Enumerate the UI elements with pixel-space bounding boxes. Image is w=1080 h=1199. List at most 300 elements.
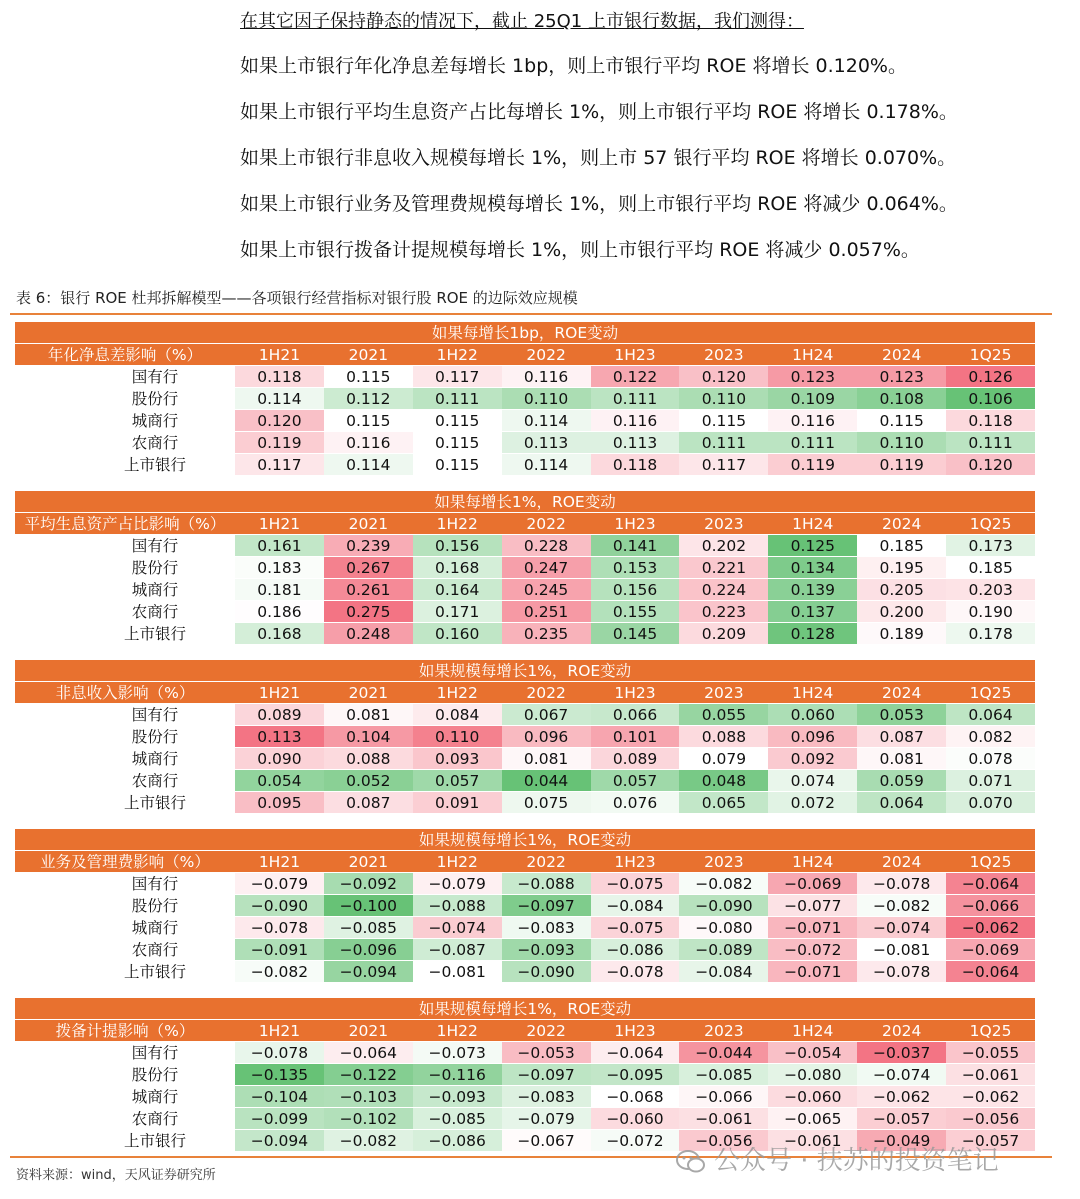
table-title: 如果每增长1%，ROE变动 bbox=[15, 491, 1035, 513]
value-cell: 0.106 bbox=[946, 388, 1035, 410]
value-cell: 0.074 bbox=[768, 770, 857, 792]
period-header: 2024 bbox=[857, 513, 946, 535]
period-header: 2023 bbox=[679, 344, 768, 366]
value-cell: 0.115 bbox=[413, 454, 502, 476]
value-cell: −0.085 bbox=[324, 917, 413, 939]
table-row bbox=[15, 895, 1035, 917]
metric-label: 非息收入影响（%） bbox=[15, 682, 235, 704]
value-cell: 0.161 bbox=[235, 535, 324, 557]
value-cell: 0.224 bbox=[679, 579, 768, 601]
value-cell: 0.115 bbox=[324, 366, 413, 388]
period-header: 1Q25 bbox=[946, 1020, 1035, 1042]
value-cell: 0.118 bbox=[235, 366, 324, 388]
value-cell: 0.096 bbox=[768, 726, 857, 748]
table-row bbox=[15, 535, 1035, 557]
sensitivity-table bbox=[15, 322, 1035, 476]
table-row bbox=[15, 939, 1035, 961]
value-cell: −0.072 bbox=[768, 939, 857, 961]
value-cell: 0.088 bbox=[324, 748, 413, 770]
table-row bbox=[15, 726, 1035, 748]
period-header: 2022 bbox=[502, 1020, 591, 1042]
period-header: 1Q25 bbox=[946, 682, 1035, 704]
value-cell: −0.064 bbox=[946, 961, 1035, 983]
value-cell: 0.117 bbox=[413, 366, 502, 388]
value-cell: −0.079 bbox=[235, 873, 324, 895]
bank-type-label: 国有行 bbox=[15, 873, 235, 895]
period-header: 2021 bbox=[324, 1020, 413, 1042]
period-header: 1H23 bbox=[591, 851, 680, 873]
bank-type-label: 农商行 bbox=[15, 432, 235, 454]
value-cell: 0.082 bbox=[946, 726, 1035, 748]
value-cell: 0.109 bbox=[768, 388, 857, 410]
sensitivity-table bbox=[15, 998, 1035, 1152]
value-cell: 0.114 bbox=[324, 454, 413, 476]
table-row bbox=[15, 410, 1035, 432]
value-cell: −0.093 bbox=[502, 939, 591, 961]
period-header: 1H24 bbox=[768, 682, 857, 704]
value-cell: 0.114 bbox=[502, 454, 591, 476]
value-cell: −0.069 bbox=[946, 939, 1035, 961]
period-header: 1H24 bbox=[768, 513, 857, 535]
value-cell: −0.088 bbox=[413, 895, 502, 917]
value-cell: 0.119 bbox=[768, 454, 857, 476]
watermark-text: 公众号 · 扶苏的投资笔记 bbox=[714, 1146, 999, 1176]
period-header: 1H23 bbox=[591, 344, 680, 366]
value-cell: 0.239 bbox=[324, 535, 413, 557]
value-cell: −0.092 bbox=[324, 873, 413, 895]
value-cell: 0.116 bbox=[324, 432, 413, 454]
value-cell: 0.052 bbox=[324, 770, 413, 792]
period-header: 2022 bbox=[502, 344, 591, 366]
bank-type-label: 国有行 bbox=[15, 366, 235, 388]
value-cell: −0.097 bbox=[502, 895, 591, 917]
value-cell: 0.111 bbox=[413, 388, 502, 410]
value-cell: 0.104 bbox=[324, 726, 413, 748]
bank-type-label: 股份行 bbox=[15, 1064, 235, 1086]
metric-label: 平均生息资产占比影响（%） bbox=[15, 513, 235, 535]
bank-type-label: 农商行 bbox=[15, 939, 235, 961]
table-row bbox=[15, 748, 1035, 770]
table-header-row bbox=[15, 344, 1035, 366]
table-row bbox=[15, 873, 1035, 895]
bank-type-label: 上市银行 bbox=[15, 454, 235, 476]
value-cell: 0.200 bbox=[857, 601, 946, 623]
bank-type-label: 上市银行 bbox=[15, 1130, 235, 1152]
caption-rule bbox=[10, 313, 1052, 315]
value-cell: 0.126 bbox=[946, 366, 1035, 388]
value-cell: 0.275 bbox=[324, 601, 413, 623]
value-cell: 0.125 bbox=[768, 535, 857, 557]
value-cell: −0.095 bbox=[591, 1064, 680, 1086]
value-cell: 0.134 bbox=[768, 557, 857, 579]
value-cell: −0.093 bbox=[413, 1086, 502, 1108]
value-cell: 0.112 bbox=[324, 388, 413, 410]
period-header: 2022 bbox=[502, 513, 591, 535]
value-cell: 0.156 bbox=[591, 579, 680, 601]
period-header: 1H21 bbox=[235, 1020, 324, 1042]
period-header: 1H22 bbox=[413, 851, 502, 873]
value-cell: −0.083 bbox=[502, 917, 591, 939]
value-cell: −0.060 bbox=[768, 1086, 857, 1108]
value-cell: −0.066 bbox=[946, 895, 1035, 917]
intro-statement: 如果上市银行业务及管理费规模每增长 1%，则上市银行平均 ROE 将减少 0.064%。 bbox=[240, 193, 958, 215]
value-cell: −0.077 bbox=[768, 895, 857, 917]
value-cell: −0.064 bbox=[946, 873, 1035, 895]
period-header: 1H22 bbox=[413, 682, 502, 704]
value-cell: −0.085 bbox=[679, 1064, 768, 1086]
bank-type-label: 股份行 bbox=[15, 726, 235, 748]
value-cell: −0.099 bbox=[235, 1108, 324, 1130]
value-cell: −0.066 bbox=[679, 1086, 768, 1108]
bank-type-label: 城商行 bbox=[15, 1086, 235, 1108]
value-cell: −0.090 bbox=[235, 895, 324, 917]
period-header: 2022 bbox=[502, 851, 591, 873]
value-cell: 0.087 bbox=[857, 726, 946, 748]
value-cell: −0.074 bbox=[413, 917, 502, 939]
period-header: 1H23 bbox=[591, 513, 680, 535]
period-header: 2024 bbox=[857, 682, 946, 704]
value-cell: 0.245 bbox=[502, 579, 591, 601]
period-header: 2023 bbox=[679, 1020, 768, 1042]
value-cell: 0.116 bbox=[502, 366, 591, 388]
value-cell: −0.080 bbox=[768, 1064, 857, 1086]
period-header: 2021 bbox=[324, 682, 413, 704]
value-cell: −0.057 bbox=[946, 1130, 1035, 1152]
value-cell: 0.076 bbox=[591, 792, 680, 814]
value-cell: 0.189 bbox=[857, 623, 946, 645]
period-header: 1H24 bbox=[768, 344, 857, 366]
value-cell: 0.118 bbox=[591, 454, 680, 476]
value-cell: −0.061 bbox=[679, 1108, 768, 1130]
value-cell: −0.071 bbox=[768, 917, 857, 939]
sensitivity-table bbox=[15, 660, 1035, 814]
period-header: 2021 bbox=[324, 851, 413, 873]
table-row bbox=[15, 1064, 1035, 1086]
value-cell: −0.081 bbox=[857, 939, 946, 961]
value-cell: −0.055 bbox=[946, 1042, 1035, 1064]
value-cell: −0.086 bbox=[591, 939, 680, 961]
table-row bbox=[15, 1108, 1035, 1130]
period-header: 2024 bbox=[857, 344, 946, 366]
value-cell: 0.117 bbox=[235, 454, 324, 476]
value-cell: 0.090 bbox=[235, 748, 324, 770]
bank-type-label: 城商行 bbox=[15, 579, 235, 601]
value-cell: −0.122 bbox=[324, 1064, 413, 1086]
value-cell: 0.089 bbox=[591, 748, 680, 770]
value-cell: −0.091 bbox=[235, 939, 324, 961]
bank-type-label: 股份行 bbox=[15, 388, 235, 410]
value-cell: 0.155 bbox=[591, 601, 680, 623]
intro-statement: 如果上市银行非息收入规模每增长 1%，则上市 57 银行平均 ROE 将增长 0.070%。 bbox=[240, 147, 957, 169]
value-cell: 0.223 bbox=[679, 601, 768, 623]
value-cell: 0.248 bbox=[324, 623, 413, 645]
table-row bbox=[15, 366, 1035, 388]
bank-type-label: 国有行 bbox=[15, 535, 235, 557]
value-cell: −0.078 bbox=[591, 961, 680, 983]
value-cell: −0.078 bbox=[857, 873, 946, 895]
value-cell: 0.111 bbox=[591, 388, 680, 410]
value-cell: 0.091 bbox=[413, 792, 502, 814]
value-cell: 0.128 bbox=[768, 623, 857, 645]
table-row bbox=[15, 792, 1035, 814]
intro-statement: 如果上市银行拨备计提规模每增长 1%，则上市银行平均 ROE 将减少 0.057%。 bbox=[240, 239, 920, 261]
value-cell: −0.116 bbox=[413, 1064, 502, 1086]
value-cell: −0.044 bbox=[679, 1042, 768, 1064]
value-cell: 0.115 bbox=[679, 410, 768, 432]
value-cell: −0.094 bbox=[235, 1130, 324, 1152]
value-cell: 0.092 bbox=[768, 748, 857, 770]
value-cell: −0.062 bbox=[946, 1086, 1035, 1108]
value-cell: 0.110 bbox=[502, 388, 591, 410]
value-cell: −0.062 bbox=[857, 1086, 946, 1108]
value-cell: 0.044 bbox=[502, 770, 591, 792]
table-header-row bbox=[15, 513, 1035, 535]
value-cell: −0.078 bbox=[235, 917, 324, 939]
value-cell: −0.057 bbox=[857, 1108, 946, 1130]
table-title-row bbox=[15, 491, 1035, 513]
intro-statement: 如果上市银行平均生息资产占比每增长 1%，则上市银行平均 ROE 将增长 0.178%。 bbox=[240, 101, 958, 123]
watermark bbox=[676, 1140, 999, 1177]
table-row bbox=[15, 623, 1035, 645]
value-cell: 0.066 bbox=[591, 704, 680, 726]
value-cell: 0.072 bbox=[768, 792, 857, 814]
metric-label: 拨备计提影响（%） bbox=[15, 1020, 235, 1042]
intro-lead: 在其它因子保持静态的情况下，截止 25Q1 上市银行数据，我们测得： bbox=[240, 11, 804, 32]
value-cell: −0.056 bbox=[946, 1108, 1035, 1130]
period-header: 1Q25 bbox=[946, 344, 1035, 366]
value-cell: 0.168 bbox=[235, 623, 324, 645]
table-title-row bbox=[15, 829, 1035, 851]
value-cell: −0.080 bbox=[679, 917, 768, 939]
value-cell: 0.078 bbox=[946, 748, 1035, 770]
value-cell: 0.054 bbox=[235, 770, 324, 792]
bank-type-label: 农商行 bbox=[15, 1108, 235, 1130]
value-cell: 0.111 bbox=[946, 432, 1035, 454]
value-cell: 0.116 bbox=[768, 410, 857, 432]
period-header: 1H24 bbox=[768, 851, 857, 873]
table-row bbox=[15, 454, 1035, 476]
source-note: 资料来源：wind，天风证券研究所 bbox=[16, 1168, 216, 1183]
value-cell: 0.171 bbox=[413, 601, 502, 623]
value-cell: 0.195 bbox=[857, 557, 946, 579]
value-cell: −0.062 bbox=[946, 917, 1035, 939]
bank-type-label: 上市银行 bbox=[15, 623, 235, 645]
value-cell: 0.141 bbox=[591, 535, 680, 557]
value-cell: 0.095 bbox=[235, 792, 324, 814]
value-cell: 0.088 bbox=[679, 726, 768, 748]
value-cell: −0.087 bbox=[413, 939, 502, 961]
value-cell: −0.069 bbox=[768, 873, 857, 895]
value-cell: 0.053 bbox=[857, 704, 946, 726]
value-cell: 0.048 bbox=[679, 770, 768, 792]
value-cell: −0.078 bbox=[235, 1042, 324, 1064]
value-cell: −0.090 bbox=[502, 961, 591, 983]
value-cell: 0.113 bbox=[591, 432, 680, 454]
value-cell: 0.114 bbox=[235, 388, 324, 410]
value-cell: 0.115 bbox=[413, 410, 502, 432]
table-header-row bbox=[15, 682, 1035, 704]
value-cell: 0.185 bbox=[857, 535, 946, 557]
value-cell: −0.061 bbox=[768, 1130, 857, 1152]
value-cell: 0.117 bbox=[679, 454, 768, 476]
value-cell: −0.073 bbox=[413, 1042, 502, 1064]
metric-label: 业务及管理费影响（%） bbox=[15, 851, 235, 873]
period-header: 2022 bbox=[502, 682, 591, 704]
value-cell: 0.081 bbox=[502, 748, 591, 770]
table-title-row bbox=[15, 998, 1035, 1020]
table-row bbox=[15, 388, 1035, 410]
value-cell: −0.061 bbox=[946, 1064, 1035, 1086]
value-cell: 0.183 bbox=[235, 557, 324, 579]
value-cell: 0.065 bbox=[679, 792, 768, 814]
value-cell: 0.055 bbox=[679, 704, 768, 726]
value-cell: 0.064 bbox=[946, 704, 1035, 726]
metric-label: 年化净息差影响（%） bbox=[15, 344, 235, 366]
value-cell: −0.060 bbox=[591, 1108, 680, 1130]
bank-type-label: 农商行 bbox=[15, 601, 235, 623]
value-cell: 0.089 bbox=[235, 704, 324, 726]
table-title: 如果每增长1bp，ROE变动 bbox=[15, 322, 1035, 344]
value-cell: 0.122 bbox=[591, 366, 680, 388]
value-cell: 0.156 bbox=[413, 535, 502, 557]
value-cell: 0.261 bbox=[324, 579, 413, 601]
value-cell: −0.082 bbox=[324, 1130, 413, 1152]
bank-type-label: 上市银行 bbox=[15, 961, 235, 983]
value-cell: 0.111 bbox=[679, 432, 768, 454]
period-header: 2023 bbox=[679, 851, 768, 873]
value-cell: −0.075 bbox=[591, 873, 680, 895]
value-cell: 0.057 bbox=[591, 770, 680, 792]
value-cell: 0.059 bbox=[857, 770, 946, 792]
value-cell: −0.103 bbox=[324, 1086, 413, 1108]
value-cell: 0.115 bbox=[324, 410, 413, 432]
value-cell: 0.067 bbox=[502, 704, 591, 726]
value-cell: −0.097 bbox=[502, 1064, 591, 1086]
wechat-icon bbox=[676, 1150, 706, 1174]
value-cell: 0.123 bbox=[857, 366, 946, 388]
value-cell: 0.110 bbox=[413, 726, 502, 748]
table-title-row bbox=[15, 660, 1035, 682]
value-cell: 0.108 bbox=[857, 388, 946, 410]
value-cell: 0.235 bbox=[502, 623, 591, 645]
period-header: 2024 bbox=[857, 851, 946, 873]
value-cell: −0.082 bbox=[235, 961, 324, 983]
table-title: 如果规模每增长1%，ROE变动 bbox=[15, 998, 1035, 1020]
value-cell: 0.114 bbox=[502, 410, 591, 432]
value-cell: 0.079 bbox=[679, 748, 768, 770]
table-row bbox=[15, 1086, 1035, 1108]
sensitivity-table bbox=[15, 829, 1035, 983]
period-header: 1H24 bbox=[768, 1020, 857, 1042]
value-cell: −0.054 bbox=[768, 1042, 857, 1064]
value-cell: 0.113 bbox=[235, 726, 324, 748]
value-cell: 0.168 bbox=[413, 557, 502, 579]
period-header: 1H23 bbox=[591, 1020, 680, 1042]
value-cell: 0.075 bbox=[502, 792, 591, 814]
value-cell: 0.084 bbox=[413, 704, 502, 726]
bank-type-label: 城商行 bbox=[15, 410, 235, 432]
table-header-row bbox=[15, 1020, 1035, 1042]
value-cell: 0.118 bbox=[946, 410, 1035, 432]
period-header: 1H22 bbox=[413, 1020, 502, 1042]
value-cell: −0.053 bbox=[502, 1042, 591, 1064]
value-cell: 0.093 bbox=[413, 748, 502, 770]
table-row bbox=[15, 601, 1035, 623]
value-cell: 0.247 bbox=[502, 557, 591, 579]
value-cell: −0.100 bbox=[324, 895, 413, 917]
table-title: 如果规模每增长1%，ROE变动 bbox=[15, 660, 1035, 682]
value-cell: −0.079 bbox=[413, 873, 502, 895]
value-cell: 0.164 bbox=[413, 579, 502, 601]
value-cell: 0.190 bbox=[946, 601, 1035, 623]
value-cell: 0.115 bbox=[413, 432, 502, 454]
value-cell: 0.081 bbox=[857, 748, 946, 770]
value-cell: 0.123 bbox=[768, 366, 857, 388]
value-cell: 0.071 bbox=[946, 770, 1035, 792]
value-cell: 0.111 bbox=[768, 432, 857, 454]
table-caption: 表 6：银行 ROE 杜邦拆解模型——各项银行经营指标对银行股 ROE 的边际效应规模 bbox=[16, 289, 578, 307]
value-cell: −0.084 bbox=[679, 961, 768, 983]
bank-type-label: 股份行 bbox=[15, 557, 235, 579]
value-cell: 0.057 bbox=[413, 770, 502, 792]
period-header: 2023 bbox=[679, 513, 768, 535]
value-cell: 0.119 bbox=[235, 432, 324, 454]
bank-type-label: 国有行 bbox=[15, 704, 235, 726]
value-cell: −0.068 bbox=[591, 1086, 680, 1108]
value-cell: −0.075 bbox=[591, 917, 680, 939]
bank-type-label: 城商行 bbox=[15, 748, 235, 770]
intro-section bbox=[240, 10, 1060, 284]
period-header: 1H21 bbox=[235, 851, 324, 873]
table-row bbox=[15, 432, 1035, 454]
value-cell: −0.074 bbox=[857, 917, 946, 939]
value-cell: 0.209 bbox=[679, 623, 768, 645]
value-cell: 0.178 bbox=[946, 623, 1035, 645]
value-cell: −0.037 bbox=[857, 1042, 946, 1064]
value-cell: −0.084 bbox=[591, 895, 680, 917]
value-cell: −0.085 bbox=[413, 1108, 502, 1130]
table-row bbox=[15, 579, 1035, 601]
bank-type-label: 上市银行 bbox=[15, 792, 235, 814]
value-cell: 0.110 bbox=[679, 388, 768, 410]
period-header: 2024 bbox=[857, 1020, 946, 1042]
value-cell: 0.185 bbox=[946, 557, 1035, 579]
value-cell: 0.110 bbox=[857, 432, 946, 454]
period-header: 1H22 bbox=[413, 344, 502, 366]
value-cell: −0.071 bbox=[768, 961, 857, 983]
value-cell: −0.082 bbox=[679, 873, 768, 895]
table-row bbox=[15, 770, 1035, 792]
value-cell: 0.137 bbox=[768, 601, 857, 623]
period-header: 1H22 bbox=[413, 513, 502, 535]
value-cell: 0.228 bbox=[502, 535, 591, 557]
period-header: 1H21 bbox=[235, 513, 324, 535]
value-cell: −0.074 bbox=[857, 1064, 946, 1086]
value-cell: −0.078 bbox=[857, 961, 946, 983]
table-row bbox=[15, 557, 1035, 579]
table-header-row bbox=[15, 851, 1035, 873]
value-cell: −0.083 bbox=[502, 1086, 591, 1108]
value-cell: −0.094 bbox=[324, 961, 413, 983]
value-cell: 0.160 bbox=[413, 623, 502, 645]
value-cell: −0.089 bbox=[679, 939, 768, 961]
value-cell: 0.205 bbox=[857, 579, 946, 601]
value-cell: −0.056 bbox=[679, 1130, 768, 1152]
period-header: 2023 bbox=[679, 682, 768, 704]
value-cell: 0.221 bbox=[679, 557, 768, 579]
value-cell: 0.173 bbox=[946, 535, 1035, 557]
value-cell: 0.087 bbox=[324, 792, 413, 814]
